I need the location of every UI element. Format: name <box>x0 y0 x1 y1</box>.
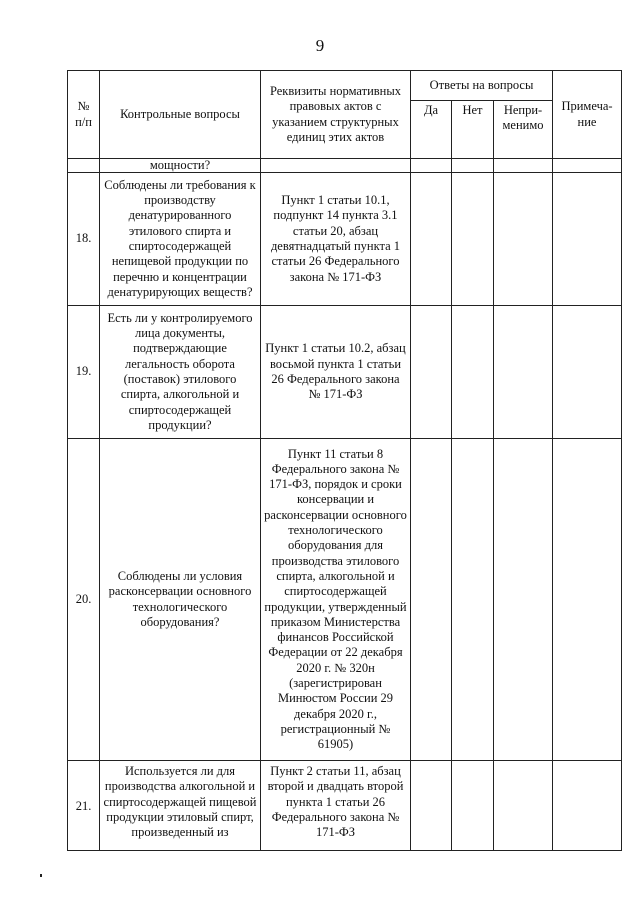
cell-not-applicable[interactable] <box>494 306 553 439</box>
cell-not-applicable[interactable] <box>494 439 553 761</box>
cell-yes[interactable] <box>411 761 452 851</box>
cell-question: мощности? <box>100 159 261 173</box>
cell-note[interactable] <box>553 439 622 761</box>
cell-num: 20. <box>68 439 100 761</box>
header-num: № п/п <box>68 71 100 159</box>
header-note: Примеча-ние <box>553 71 622 159</box>
cell-num: 19. <box>68 306 100 439</box>
cell-not-applicable[interactable] <box>494 173 553 306</box>
table-row <box>68 173 622 306</box>
cell-not-applicable[interactable] <box>494 159 553 173</box>
cell-yes[interactable] <box>411 159 452 173</box>
cell-question: Соблюдены ли требования к производству денатурированного этилового спирта и спиртосодержащей непищевой продукции по перечню и концентрации денатурирующих веществ? <box>100 173 261 306</box>
cell-requisites <box>261 159 411 173</box>
scan-dot <box>40 874 42 877</box>
cell-yes[interactable] <box>411 306 452 439</box>
cell-num: 21. <box>68 761 100 851</box>
header-not-applicable: Непри-менимо <box>494 101 553 159</box>
cell-note[interactable] <box>553 173 622 306</box>
cell-note[interactable] <box>553 761 622 851</box>
cell-question: Соблюдены ли условия расконсервации основного технологического оборудования? <box>100 439 261 761</box>
header-yes: Да <box>411 101 452 159</box>
cell-no[interactable] <box>452 761 494 851</box>
table-row-continuation <box>68 159 622 173</box>
cell-requisites: Пункт 11 статьи 8 Федерального закона № 171-ФЗ, порядок и сроки консервации и расконсервации основного технологического оборудования для производства этилового спирта, алкогольной и спиртосодержащей продукции, утвержденный приказом Министерства финансов Российской Федерации от 22 декабря 2020 г. № 320н (зарегистрирован Минюстом России 29 декабря 2020 г., регистрационный № 61905) <box>261 439 411 761</box>
page-number: 9 <box>315 36 325 55</box>
cell-requisites: Пункт 1 статьи 10.2, абзац восьмой пункта 1 статьи 26 Федерального закона № 171-ФЗ <box>261 306 411 439</box>
header-answers: Ответы на вопросы <box>411 71 553 101</box>
cell-no[interactable] <box>452 439 494 761</box>
header-requisites: Реквизиты нормативных правовых актов с указанием структурных единиц этих актов <box>261 71 411 159</box>
cell-note[interactable] <box>553 306 622 439</box>
cell-requisites: Пункт 2 статьи 11, абзац второй и двадцать второй пункта 1 статьи 26 Федерального закона № 171-ФЗ <box>261 761 411 851</box>
table-row <box>68 439 622 761</box>
cell-yes[interactable] <box>411 173 452 306</box>
cell-note[interactable] <box>553 159 622 173</box>
cell-no[interactable] <box>452 173 494 306</box>
header-question: Контрольные вопросы <box>100 71 261 159</box>
header-no: Нет <box>452 101 494 159</box>
checklist-table <box>67 70 622 851</box>
cell-num <box>68 159 100 173</box>
cell-yes[interactable] <box>411 439 452 761</box>
cell-no[interactable] <box>452 159 494 173</box>
cell-question: Используется ли для производства алкогольной и спиртосодержащей пищевой продукции этиловый спирт, произведенный из <box>100 761 261 851</box>
table-row <box>68 761 622 851</box>
cell-not-applicable[interactable] <box>494 761 553 851</box>
cell-requisites: Пункт 1 статьи 10.1, подпункт 14 пункта 3.1 статьи 20, абзац девятнадцатый пункта 1 статьи 26 Федерального закона № 171-ФЗ <box>261 173 411 306</box>
cell-question: Есть ли у контролируемого лица документы, подтверждающие легальность оборота (поставок) этилового спирта, алкогольной и спиртосодержащей продукции? <box>100 306 261 439</box>
cell-no[interactable] <box>452 306 494 439</box>
table-row <box>68 306 622 439</box>
cell-num: 18. <box>68 173 100 306</box>
